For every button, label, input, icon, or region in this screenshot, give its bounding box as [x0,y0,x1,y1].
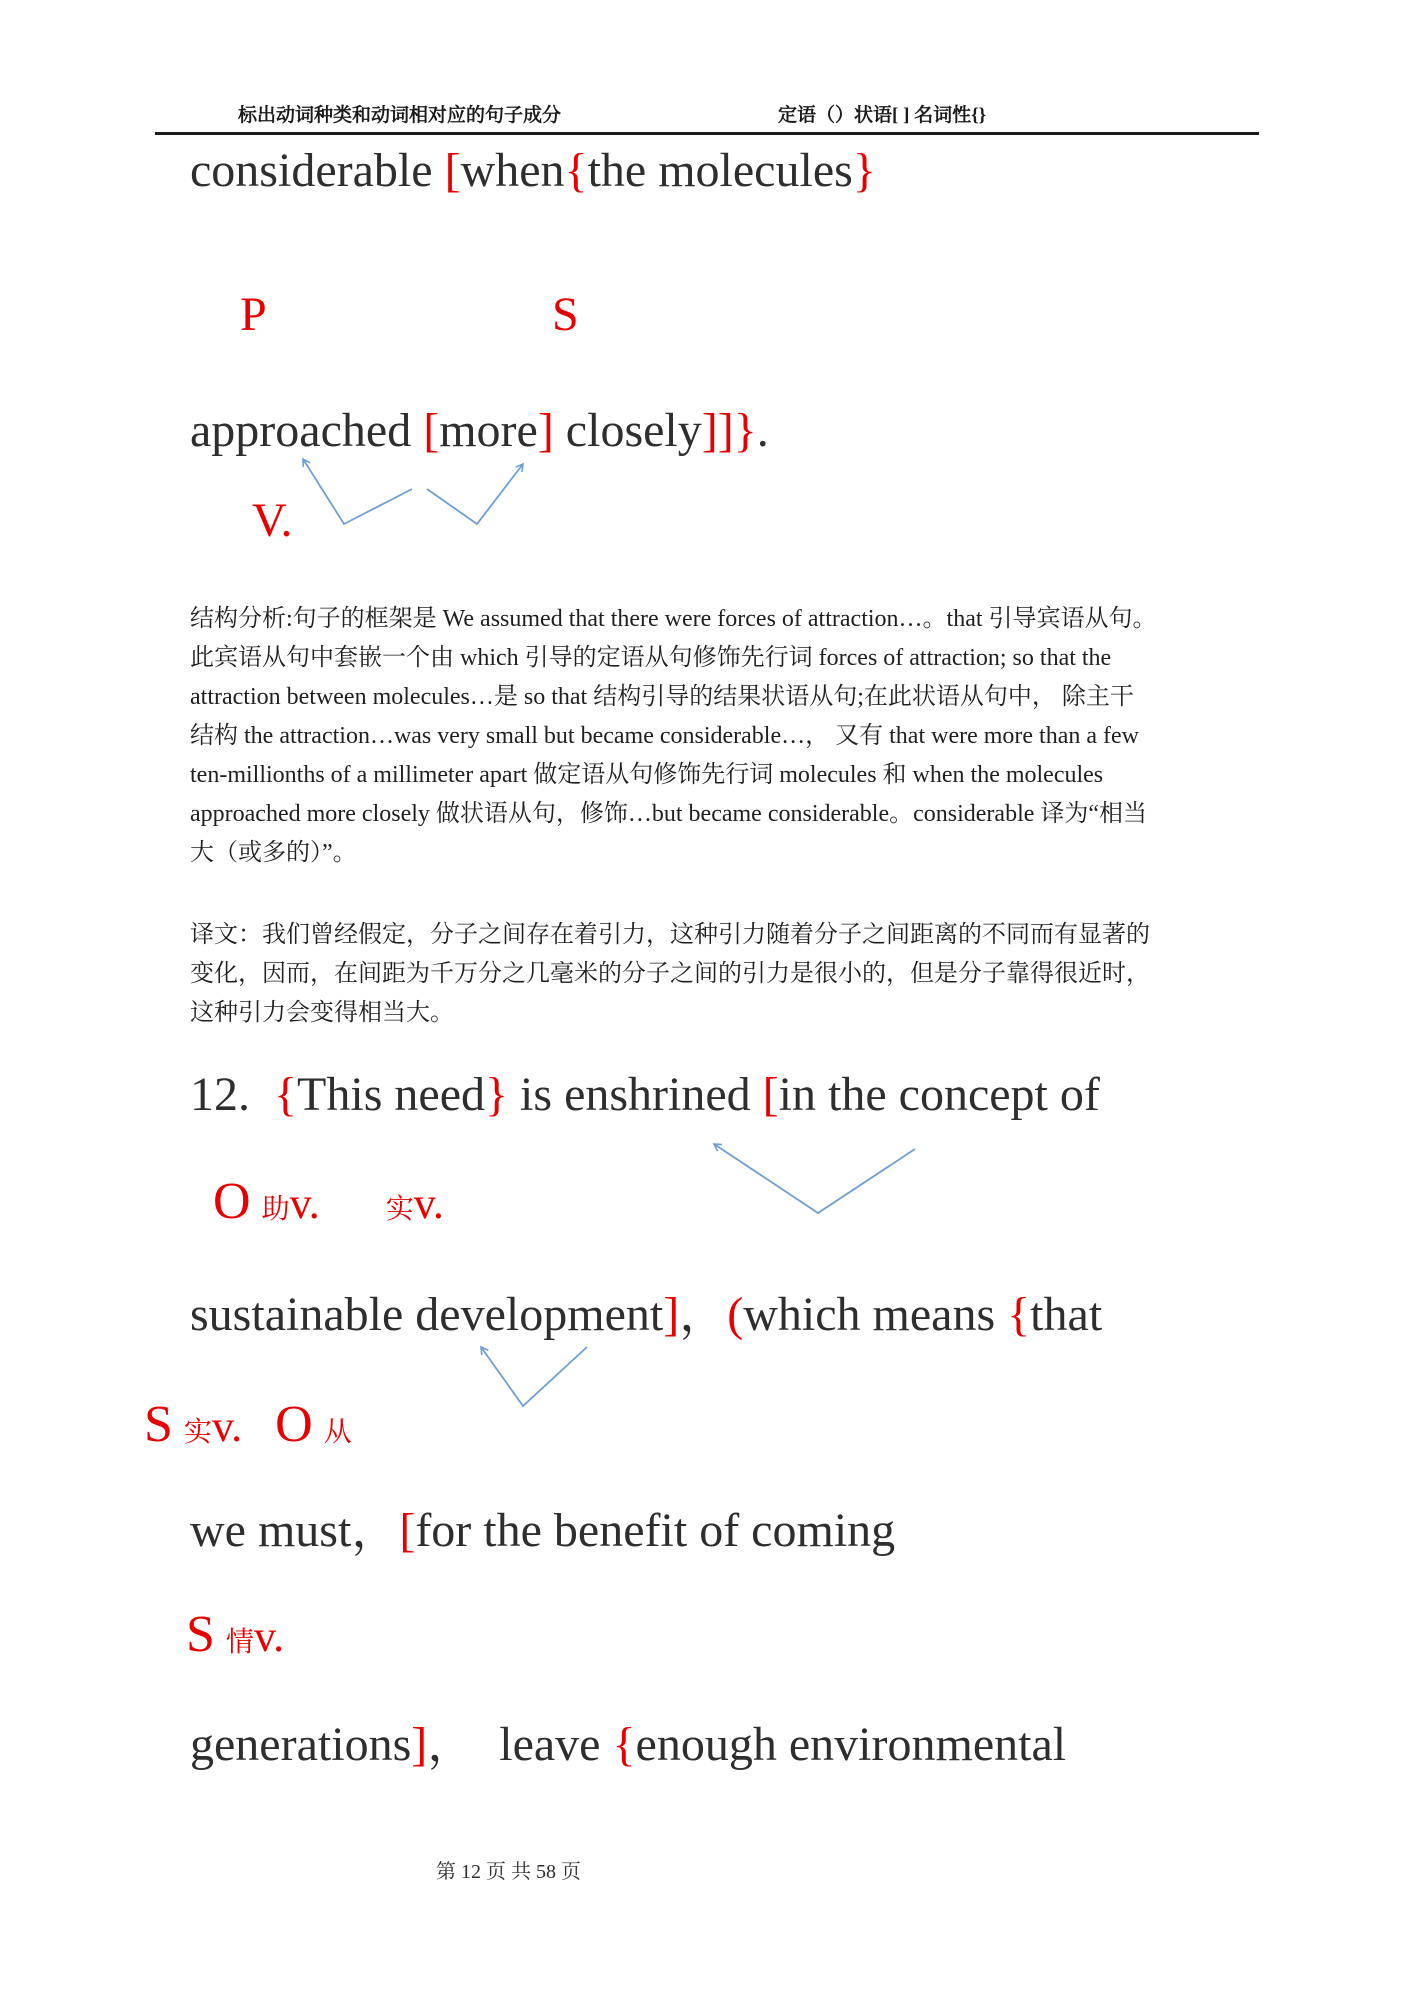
sentence-prev-line1: considerable [when{the molecules} [190,144,876,197]
sentence-prev-line2: approached [more] closely]]}. [190,404,769,457]
sentence12-labels1: O 助v. 实v. [213,1173,444,1230]
sentence12-labels2: S 实v. O 从 [144,1396,352,1453]
sentence12-line4: generations]， leave {enough environmental [190,1718,1067,1771]
label-v: V. [252,494,293,547]
header-legend: 定语（）状语[ ] 名词性{} [778,105,987,126]
analysis-line: 此宾语从句中套嵌一个由 which 引导的定语从句修饰先行词 forces of attraction; so that the [190,645,1112,671]
analysis-line: ten-millionths of a millimeter apart 做定语从句修饰先行词 molecules 和 when the molecules [190,762,1104,788]
translation-line: 变化，因而，在间距为千万分之几毫米的分子之间的引力是很小的，但是分子靠得很近时， [190,961,1150,987]
verb-connector-arrow-icon [462,1333,602,1418]
structure-analysis-paragraph [190,600,1260,873]
sentence12-line1: 12. {This need} is enshrined [in the concept of [190,1068,1100,1121]
header-rule [155,132,1259,135]
label-p: P [240,288,267,341]
sentence12-labels3: S 情v. [186,1606,285,1663]
translation-line: 译文：我们曾经假定，分子之间存在着引力，这种引力随着分子之间距离的不同而有显著的 [190,922,1150,948]
analysis-line: 结构分析:句子的框架是 We assumed that there were forces of attraction…。that 引导宾语从句。 [190,606,1157,632]
verb-connector-arrow-icon [695,1130,930,1225]
analysis-line: attraction between molecules…是 so that 结构引导的结果状语从句;在此状语从句中， 除主干 [190,684,1134,710]
analysis-line: approached more closely 做状语从句，修饰…but became considerable。considerable 译为“相当 [190,801,1148,827]
header-title: 标出动词种类和动词相对应的句子成分 [238,105,562,126]
translation-paragraph [190,916,1260,1033]
label-s: S [552,288,579,341]
translation-line: 这种引力会变得相当大。 [190,1000,454,1026]
analysis-line: 大（或多的）”。 [190,840,357,866]
sentence12-line3: we must，[for the benefit of coming [190,1504,896,1557]
page-number-footer: 第 12 页 共 58 页 [436,1861,581,1883]
sentence12-line2: sustainable development]，(which means {that [190,1288,1103,1341]
verb-connector-arrows-icon [285,445,535,540]
analysis-line: 结构 the attraction…was very small but became considerable…， 又有 that were more than a few [190,723,1140,749]
